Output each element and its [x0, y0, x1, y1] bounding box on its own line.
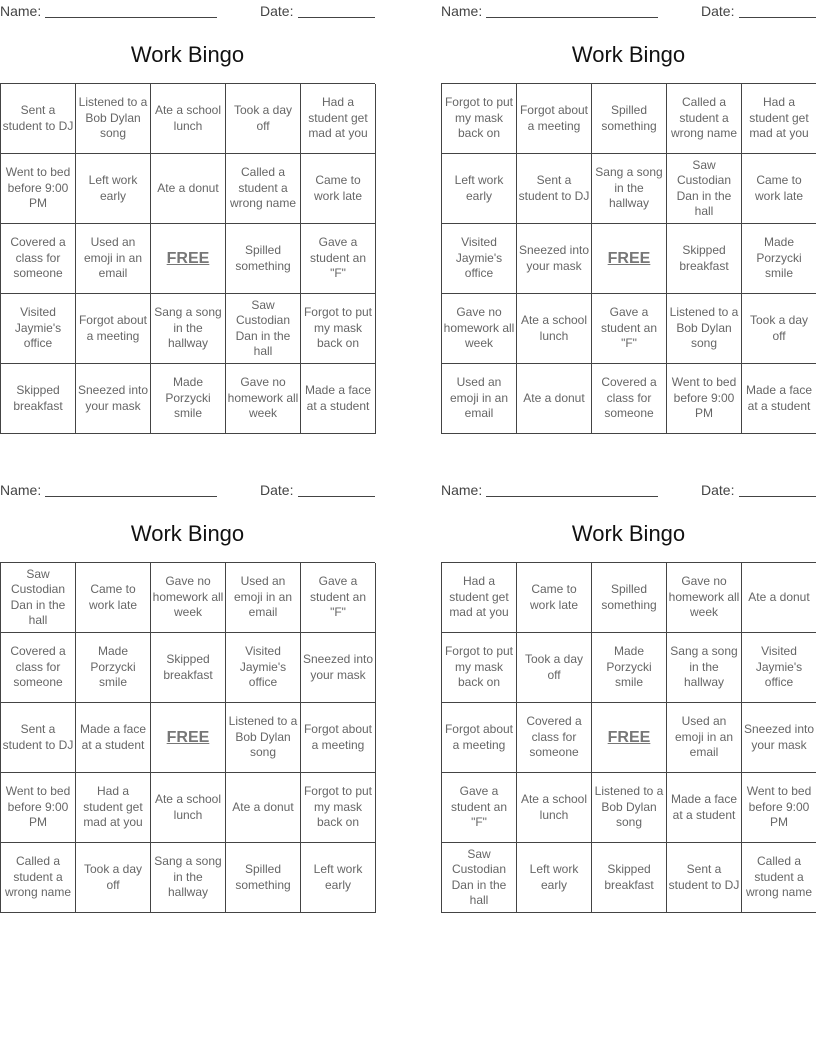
bingo-cell: Gave a student an "F"	[592, 294, 667, 364]
bingo-cell: Forgot to put my mask back on	[301, 773, 376, 843]
bingo-card	[0, 0, 375, 421]
card-title: Work Bingo	[130, 521, 245, 546]
bingo-cell: Spilled something	[592, 563, 667, 633]
bingo-cell: Gave no homework all week	[667, 563, 742, 633]
bingo-cell: Ate a donut	[742, 563, 816, 633]
bingo-cell: Made Porzycki smile	[742, 224, 816, 294]
bingo-cell: Forgot to put my mask back on	[442, 633, 517, 703]
bingo-cell: Used an emoji in an email	[442, 364, 517, 434]
bingo-cell: Forgot to put my mask back on	[301, 294, 376, 364]
bingo-cell: Gave a student an "F"	[301, 563, 376, 633]
bingo-cell: Made a face at a student	[667, 773, 742, 843]
bingo-grid	[441, 562, 816, 913]
name-blank	[45, 482, 217, 497]
bingo-cell: Took a day off	[226, 84, 301, 154]
bingo-cell: Made a face at a student	[76, 703, 151, 773]
card-header	[441, 0, 816, 22]
bingo-cell: Went to bed before 9:00 PM	[1, 773, 76, 843]
bingo-cell: Visited Jaymie's office	[1, 294, 76, 364]
bingo-cell: Used an emoji in an email	[76, 224, 151, 294]
date-label: Date:	[260, 3, 294, 19]
bingo-cell: Skipped breakfast	[592, 843, 667, 913]
date-label: Date:	[260, 482, 294, 498]
bingo-cell: Came to work late	[76, 563, 151, 633]
bingo-cell: Left work early	[76, 154, 151, 224]
bingo-cell: Ate a school lunch	[151, 84, 226, 154]
bingo-cell: Had a student get mad at you	[442, 563, 517, 633]
bingo-cell: Saw Custodian Dan in the hall	[442, 843, 517, 913]
bingo-cell: Went to bed before 9:00 PM	[742, 773, 816, 843]
bingo-card	[441, 479, 816, 907]
bingo-cell: Visited Jaymie's office	[442, 224, 517, 294]
bingo-cell: Left work early	[442, 154, 517, 224]
bingo-cell: Called a student a wrong name	[226, 154, 301, 224]
name-blank	[486, 3, 658, 18]
bingo-cell: Sang a song in the hallway	[151, 294, 226, 364]
bingo-cell: Gave a student an "F"	[301, 224, 376, 294]
card-title: Work Bingo	[130, 42, 245, 67]
bingo-card	[0, 479, 375, 900]
bingo-cell: Ate a donut	[226, 773, 301, 843]
bingo-cell: Made Porzycki smile	[592, 633, 667, 703]
bingo-cell: Visited Jaymie's office	[742, 633, 816, 703]
bingo-cell: Sent a student to DJ	[667, 843, 742, 913]
bingo-cell: Listened to a Bob Dylan song	[667, 294, 742, 364]
bingo-cell: Went to bed before 9:00 PM	[1, 154, 76, 224]
name-label: Name:	[441, 3, 483, 19]
bingo-cell: Gave a student an "F"	[442, 773, 517, 843]
bingo-cell: Ate a donut	[151, 154, 226, 224]
bingo-cell: Spilled something	[226, 224, 301, 294]
card-header	[0, 0, 375, 22]
date-blank	[739, 482, 816, 497]
bingo-cell: Ate a school lunch	[517, 294, 592, 364]
date-label: Date:	[701, 3, 735, 19]
bingo-cell: Had a student get mad at you	[742, 84, 816, 154]
bingo-cell: Called a student a wrong name	[1, 843, 76, 913]
bingo-cell: Ate a school lunch	[151, 773, 226, 843]
bingo-cell: Saw Custodian Dan in the hall	[226, 294, 301, 364]
card-title: Work Bingo	[571, 42, 686, 67]
bingo-cell: Listened to a Bob Dylan song	[226, 703, 301, 773]
card-header	[0, 479, 375, 501]
bingo-cell: Came to work late	[301, 154, 376, 224]
bingo-cell: Came to work late	[742, 154, 816, 224]
bingo-cell: Left work early	[517, 843, 592, 913]
bingo-cell: Forgot about a meeting	[301, 703, 376, 773]
bingo-cell: Sent a student to DJ	[517, 154, 592, 224]
date-blank	[298, 3, 375, 18]
bingo-cell: Forgot about a meeting	[76, 294, 151, 364]
bingo-cell: Forgot about a meeting	[442, 703, 517, 773]
bingo-cell: Sneezed into your mask	[517, 224, 592, 294]
bingo-cell: Sang a song in the hallway	[151, 843, 226, 913]
date-label: Date:	[701, 482, 735, 498]
bingo-cell: Made Porzycki smile	[76, 633, 151, 703]
free-space-cell: FREE	[592, 703, 667, 773]
bingo-cell: Used an emoji in an email	[667, 703, 742, 773]
name-label: Name:	[0, 482, 42, 498]
card-title: Work Bingo	[571, 521, 686, 546]
bingo-cell: Skipped breakfast	[151, 633, 226, 703]
bingo-cell: Made a face at a student	[742, 364, 816, 434]
bingo-cell: Took a day off	[517, 633, 592, 703]
bingo-cell: Used an emoji in an email	[226, 563, 301, 633]
bingo-cell: Skipped breakfast	[1, 364, 76, 434]
bingo-grid	[441, 83, 816, 434]
name-blank	[45, 3, 217, 18]
bingo-grid	[0, 562, 375, 913]
bingo-cell: Gave no homework all week	[151, 563, 226, 633]
bingo-cell: Skipped breakfast	[667, 224, 742, 294]
free-space-cell: FREE	[151, 703, 226, 773]
bingo-cell: Forgot about a meeting	[517, 84, 592, 154]
free-space-cell: FREE	[592, 224, 667, 294]
name-blank	[486, 482, 658, 497]
name-label: Name:	[441, 482, 483, 498]
bingo-cell: Covered a class for someone	[1, 224, 76, 294]
bingo-cell: Listened to a Bob Dylan song	[76, 84, 151, 154]
bingo-cell: Made a face at a student	[301, 364, 376, 434]
bingo-cell: Sang a song in the hallway	[667, 633, 742, 703]
bingo-cell: Had a student get mad at you	[301, 84, 376, 154]
bingo-cell: Made Porzycki smile	[151, 364, 226, 434]
date-blank	[298, 482, 375, 497]
bingo-cell: Sneezed into your mask	[742, 703, 816, 773]
bingo-cell: Sang a song in the hallway	[592, 154, 667, 224]
bingo-cell: Sneezed into your mask	[76, 364, 151, 434]
bingo-cell: Spilled something	[226, 843, 301, 913]
bingo-cell: Ate a school lunch	[517, 773, 592, 843]
bingo-cell: Gave no homework all week	[442, 294, 517, 364]
bingo-cell: Listened to a Bob Dylan song	[592, 773, 667, 843]
bingo-cell: Forgot to put my mask back on	[442, 84, 517, 154]
bingo-cell: Gave no homework all week	[226, 364, 301, 434]
bingo-cell: Left work early	[301, 843, 376, 913]
date-blank	[739, 3, 816, 18]
bingo-cell: Went to bed before 9:00 PM	[667, 364, 742, 434]
free-space-cell: FREE	[151, 224, 226, 294]
bingo-cell: Came to work late	[517, 563, 592, 633]
bingo-cell: Had a student get mad at you	[76, 773, 151, 843]
bingo-cell: Took a day off	[76, 843, 151, 913]
card-header	[441, 479, 816, 501]
bingo-cell: Sneezed into your mask	[301, 633, 376, 703]
bingo-grid	[0, 83, 375, 434]
bingo-cell: Saw Custodian Dan in the hall	[1, 563, 76, 633]
bingo-cell: Sent a student to DJ	[1, 84, 76, 154]
bingo-cell: Called a student a wrong name	[667, 84, 742, 154]
bingo-cell: Spilled something	[592, 84, 667, 154]
bingo-cell: Saw Custodian Dan in the hall	[667, 154, 742, 224]
bingo-cell: Covered a class for someone	[592, 364, 667, 434]
bingo-card	[441, 0, 816, 421]
bingo-cell: Visited Jaymie's office	[226, 633, 301, 703]
bingo-cell: Sent a student to DJ	[1, 703, 76, 773]
bingo-cell: Ate a donut	[517, 364, 592, 434]
bingo-cell: Took a day off	[742, 294, 816, 364]
bingo-cell: Covered a class for someone	[517, 703, 592, 773]
bingo-cell: Called a student a wrong name	[742, 843, 816, 913]
name-label: Name:	[0, 3, 42, 19]
bingo-cell: Covered a class for someone	[1, 633, 76, 703]
